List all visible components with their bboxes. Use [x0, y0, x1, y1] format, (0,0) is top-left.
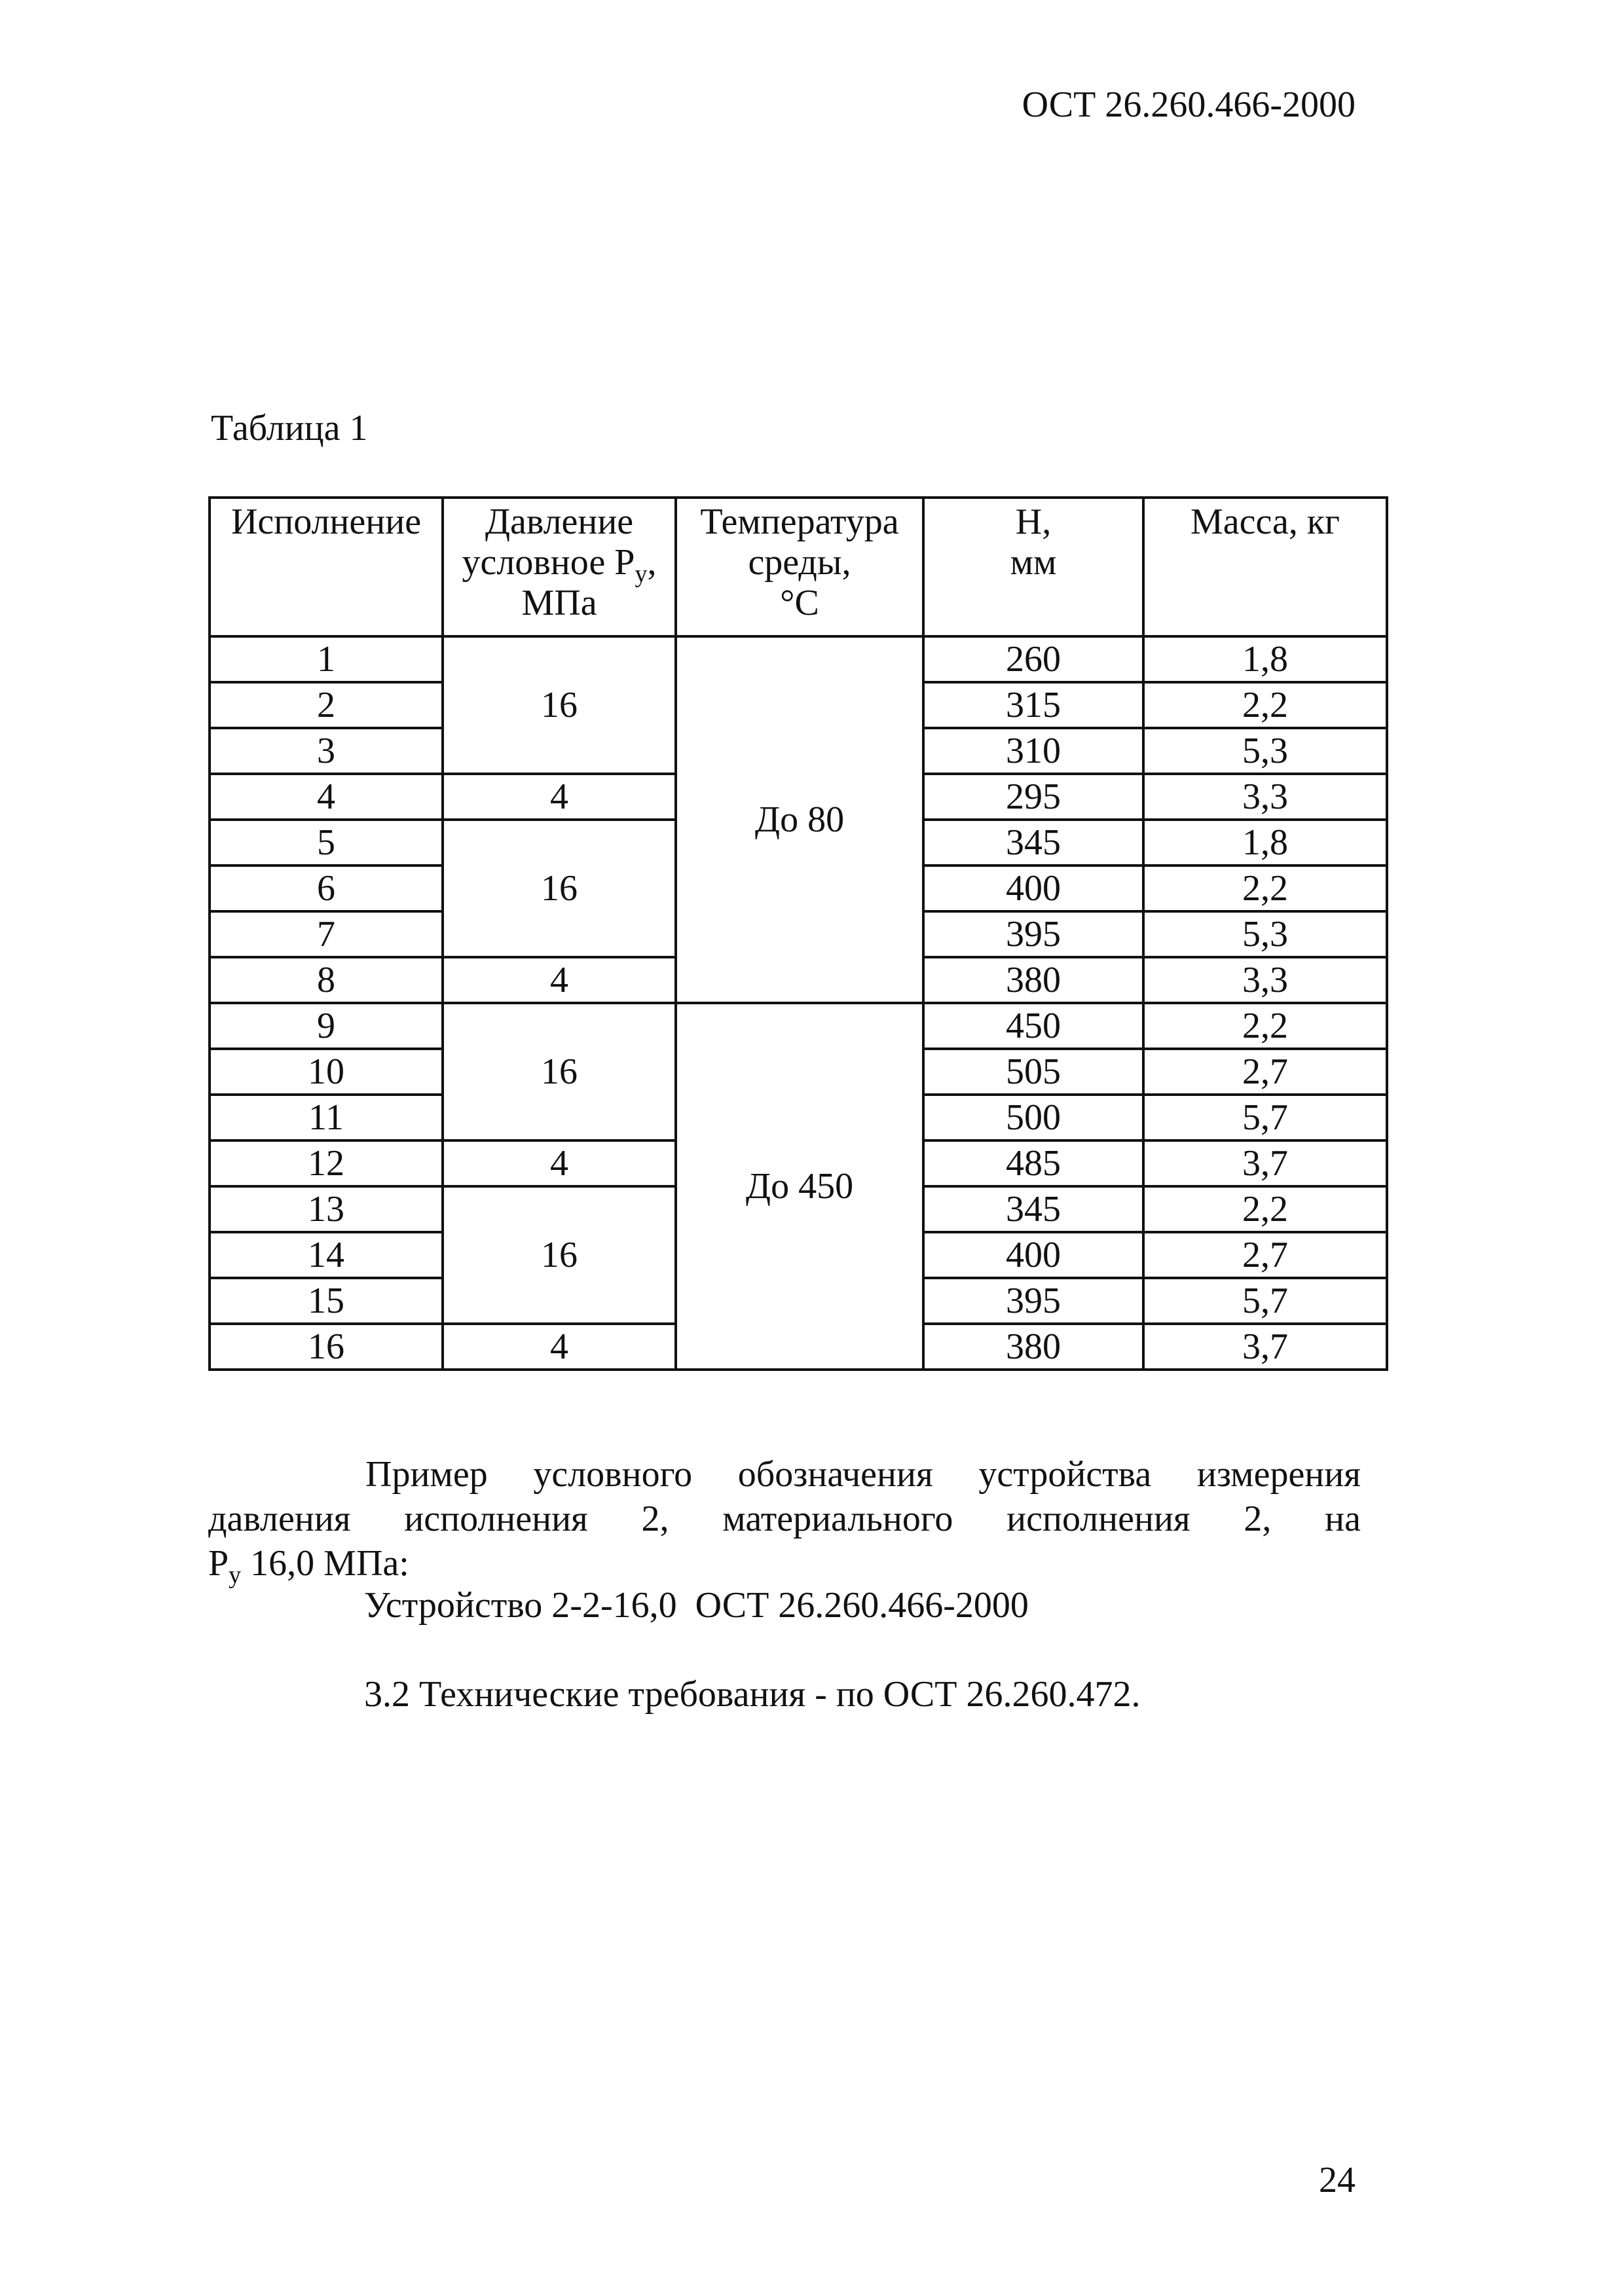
- table-row: [210, 1003, 1387, 1049]
- cell-height: 500: [923, 1095, 1143, 1140]
- example-line-3: [208, 1541, 1361, 1589]
- cell-mass: 2,7: [1143, 1232, 1387, 1278]
- cell-mass: 1,8: [1143, 636, 1387, 682]
- cell-height: 400: [923, 866, 1143, 911]
- subscript: у: [635, 560, 648, 588]
- cell-mass: 2,2: [1143, 1186, 1387, 1232]
- cell-version: 13: [210, 1186, 443, 1232]
- cell-mass: 3,3: [1143, 957, 1387, 1003]
- col-header-height: [923, 498, 1143, 636]
- cell-temperature: До 450: [676, 1003, 923, 1370]
- header-line: Температура: [700, 501, 899, 542]
- header-line: Давление: [485, 501, 634, 542]
- table-row: [210, 636, 1387, 682]
- cell-mass: 2,7: [1143, 1049, 1387, 1095]
- cell-mass: 5,3: [1143, 728, 1387, 774]
- cell-pressure: 16: [443, 820, 676, 957]
- designation-example-paragraph: [208, 1452, 1361, 1589]
- cell-height: 485: [923, 1140, 1143, 1186]
- subscript: у: [229, 1561, 242, 1589]
- header-line: мм: [1010, 542, 1057, 583]
- cell-mass: 3,3: [1143, 774, 1387, 820]
- example-line-1: Пример условного обозначения устройства измерения: [365, 1454, 1361, 1495]
- cell-mass: 2,2: [1143, 1003, 1387, 1049]
- cell-mass: 3,7: [1143, 1140, 1387, 1186]
- specification-table: [208, 496, 1388, 1371]
- pressure-value: 16,0 МПа:: [241, 1543, 409, 1584]
- col-header-mass: [1143, 498, 1387, 636]
- cell-height: 395: [923, 911, 1143, 957]
- cell-mass: 2,2: [1143, 866, 1387, 911]
- header-line: Масса, кг: [1190, 501, 1340, 542]
- table-body: [210, 636, 1387, 1370]
- header-line: °C: [780, 583, 819, 623]
- header-line: МПа: [521, 583, 597, 623]
- header-line: среды,: [748, 542, 851, 583]
- header-line-with-subscript: [444, 542, 674, 588]
- cell-height: 380: [923, 957, 1143, 1003]
- cell-pressure: 4: [443, 774, 676, 820]
- col-header-pressure: [443, 498, 676, 636]
- cell-height: 295: [923, 774, 1143, 820]
- cell-height: 260: [923, 636, 1143, 682]
- cell-pressure: 16: [443, 636, 676, 774]
- cell-mass: 3,7: [1143, 1324, 1387, 1370]
- cell-mass: 5,7: [1143, 1095, 1387, 1140]
- cell-version: 12: [210, 1140, 443, 1186]
- header-line: Исполнение: [231, 501, 422, 542]
- cell-pressure: 4: [443, 957, 676, 1003]
- cell-version: 11: [210, 1095, 443, 1140]
- cell-version: 6: [210, 866, 443, 911]
- cell-height: 310: [923, 728, 1143, 774]
- cell-mass: 5,7: [1143, 1278, 1387, 1324]
- cell-version: 2: [210, 682, 443, 728]
- cell-height: 345: [923, 820, 1143, 866]
- cell-version: 15: [210, 1278, 443, 1324]
- cell-height: 380: [923, 1324, 1143, 1370]
- header-line: H,: [1015, 501, 1052, 542]
- table-caption: Таблица 1: [211, 408, 368, 448]
- cell-version: 14: [210, 1232, 443, 1278]
- cell-version: 16: [210, 1324, 443, 1370]
- technical-requirements-clause: 3.2 Технические требования - по ОСТ 26.260.472.: [364, 1674, 1141, 1715]
- cell-mass: 2,2: [1143, 682, 1387, 728]
- col-header-version: [210, 498, 443, 636]
- cell-version: 9: [210, 1003, 443, 1049]
- header-punctuation: ,: [647, 542, 657, 583]
- document-code-header: ОСТ 26.260.466-2000: [1022, 84, 1356, 125]
- cell-mass: 1,8: [1143, 820, 1387, 866]
- header-line: условное P: [462, 542, 635, 583]
- col-header-temperature: [676, 498, 923, 636]
- table-header-row: [210, 498, 1387, 636]
- cell-version: 4: [210, 774, 443, 820]
- cell-height: 400: [923, 1232, 1143, 1278]
- designation-example: Устройство 2-2-16,0 ОСТ 26.260.466-2000: [364, 1585, 1029, 1626]
- cell-version: 1: [210, 636, 443, 682]
- cell-height: 505: [923, 1049, 1143, 1095]
- cell-temperature: До 80: [676, 636, 923, 1003]
- cell-height: 395: [923, 1278, 1143, 1324]
- cell-version: 5: [210, 820, 443, 866]
- cell-version: 8: [210, 957, 443, 1003]
- cell-mass: 5,3: [1143, 911, 1387, 957]
- cell-version: 3: [210, 728, 443, 774]
- pressure-symbol: P: [208, 1543, 229, 1584]
- cell-version: 7: [210, 911, 443, 957]
- cell-version: 10: [210, 1049, 443, 1095]
- cell-pressure: 16: [443, 1003, 676, 1140]
- cell-height: 315: [923, 682, 1143, 728]
- example-line-2: давления исполнения 2, материального исполнения 2, на: [208, 1499, 1361, 1539]
- cell-height: 345: [923, 1186, 1143, 1232]
- cell-pressure: 16: [443, 1186, 676, 1324]
- cell-pressure: 4: [443, 1324, 676, 1370]
- cell-pressure: 4: [443, 1140, 676, 1186]
- page-number: 24: [1319, 2160, 1356, 2200]
- cell-height: 450: [923, 1003, 1143, 1049]
